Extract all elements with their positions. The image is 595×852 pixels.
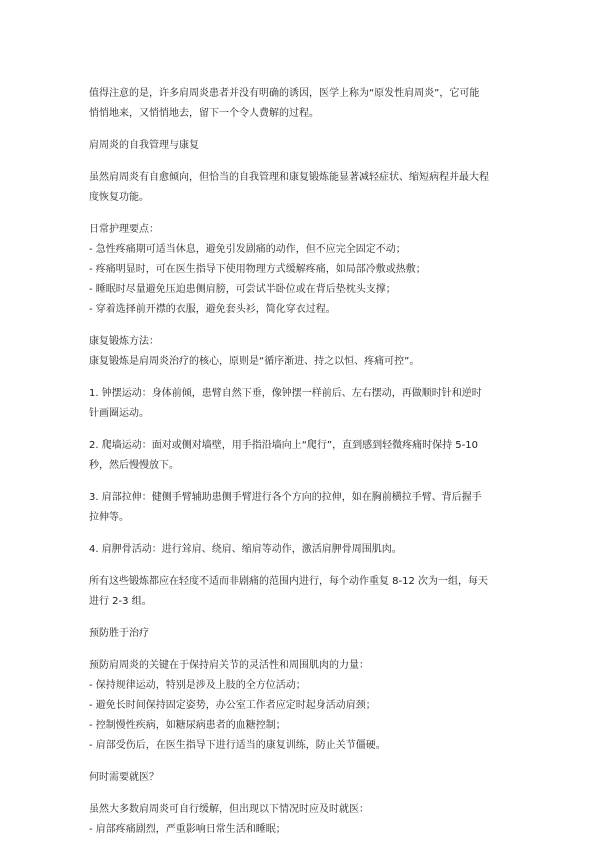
self-management-paragraph bbox=[89, 168, 519, 208]
prevention-intro: 预防肩周炎的关键在于保持肩关节的灵活性和周围肌肉的力量： bbox=[89, 660, 369, 671]
daily-care-item: - 睡眠时尽量避免压迫患侧肩膀，可尝试半卧位或在背后垫枕头支撑； bbox=[89, 284, 396, 295]
exercise-2-paragraph bbox=[89, 436, 519, 476]
exercise-3-paragraph bbox=[89, 488, 519, 528]
prevention-item: - 避免长时间保持固定姿势，办公室工作者应定时起身活动肩颈； bbox=[89, 700, 376, 711]
daily-care-section bbox=[89, 220, 519, 320]
intro-paragraph bbox=[89, 84, 519, 124]
section-heading-when-to-see-doctor: 何时需要就医？ bbox=[89, 772, 159, 783]
exercise-1-paragraph bbox=[89, 384, 519, 424]
exercise-summary-line-1: 所有这些锻炼都应在轻度不适而非剧痛的范围内进行，每个动作重复 8-12 次为一组，每天 bbox=[89, 576, 489, 587]
when-to-see-doctor-section bbox=[89, 800, 519, 840]
section-heading-prevention: 预防胜于治疗 bbox=[89, 628, 149, 639]
exercise-3-line-1: 3. 肩部拉伸：健侧手臂辅助患侧手臂进行各个方向的拉伸，如在胸前横拉手臂、背后握手 bbox=[89, 492, 482, 503]
exercise-intro: 康复锻炼是肩周炎治疗的核心，原则是“循序渐进、持之以恒、疼痛可控”。 bbox=[89, 356, 420, 367]
intro-line-2: 悄悄地来，又悄悄地去，留下一个令人费解的过程。 bbox=[89, 108, 319, 119]
exercise-4-paragraph bbox=[89, 540, 519, 560]
document-page bbox=[89, 84, 519, 852]
prevention-item: - 肩部受伤后，在医生指导下进行适当的康复训练，防止关节僵硬。 bbox=[89, 740, 386, 751]
exercise-heading: 康复锻炼方法： bbox=[89, 336, 159, 347]
daily-care-item: - 疼痛明显时，可在医生指导下使用物理方式缓解疼痛，如局部冷敷或热敷； bbox=[89, 264, 426, 275]
exercise-4-line-1: 4. 肩胛骨活动：进行耸肩、绕肩、缩肩等动作，激活肩胛骨周围肌肉。 bbox=[89, 544, 402, 555]
exercise-summary-paragraph bbox=[89, 572, 519, 612]
exercise-3-line-2: 拉伸等。 bbox=[89, 512, 129, 523]
prevention-item: - 控制慢性疾病，如糖尿病患者的血糖控制； bbox=[89, 720, 286, 731]
daily-care-item: - 急性疼痛期可适当休息，避免引发剧痛的动作，但不应完全固定不动； bbox=[89, 244, 406, 255]
exercise-intro-section bbox=[89, 332, 519, 372]
exercise-summary-line-2: 进行 2-3 组。 bbox=[89, 596, 152, 607]
prevention-section bbox=[89, 656, 519, 756]
prevention-item: - 保持规律运动，特别是涉及上肢的全方位活动； bbox=[89, 680, 306, 691]
self-management-line-2: 度恢复功能。 bbox=[89, 192, 149, 203]
daily-care-heading: 日常护理要点： bbox=[89, 224, 159, 235]
section-heading-self-management: 肩周炎的自我管理与康复 bbox=[89, 140, 199, 151]
exercise-1-line-2: 针画圈运动。 bbox=[89, 408, 149, 419]
exercise-2-line-2: 秒，然后慢慢放下。 bbox=[89, 460, 179, 471]
intro-line-1: 值得注意的是，许多肩周炎患者并没有明确的诱因，医学上称为“原发性肩周炎”，它可能 bbox=[89, 88, 480, 99]
daily-care-item: - 穿着选择前开襟的衣服，避免套头衫，简化穿衣过程。 bbox=[89, 304, 336, 315]
exercise-2-line-1: 2. 爬墙运动：面对或侧对墙壁，用手指沿墙向上“爬行”，直到感到轻微疼痛时保持 5-10 bbox=[89, 440, 478, 451]
self-management-line-1: 虽然肩周炎有自愈倾向，但恰当的自我管理和康复锻炼能显著减轻症状、缩短病程并最大程 bbox=[89, 172, 489, 183]
when-intro: 虽然大多数肩周炎可自行缓解，但出现以下情况时应及时就医： bbox=[89, 804, 369, 815]
exercise-1-line-1: 1. 钟摆运动：身体前倾，患臂自然下垂，像钟摆一样前后、左右摆动，再做顺时针和逆时 bbox=[89, 388, 482, 399]
when-item: - 肩部疼痛剧烈，严重影响日常生活和睡眠； bbox=[89, 824, 286, 835]
